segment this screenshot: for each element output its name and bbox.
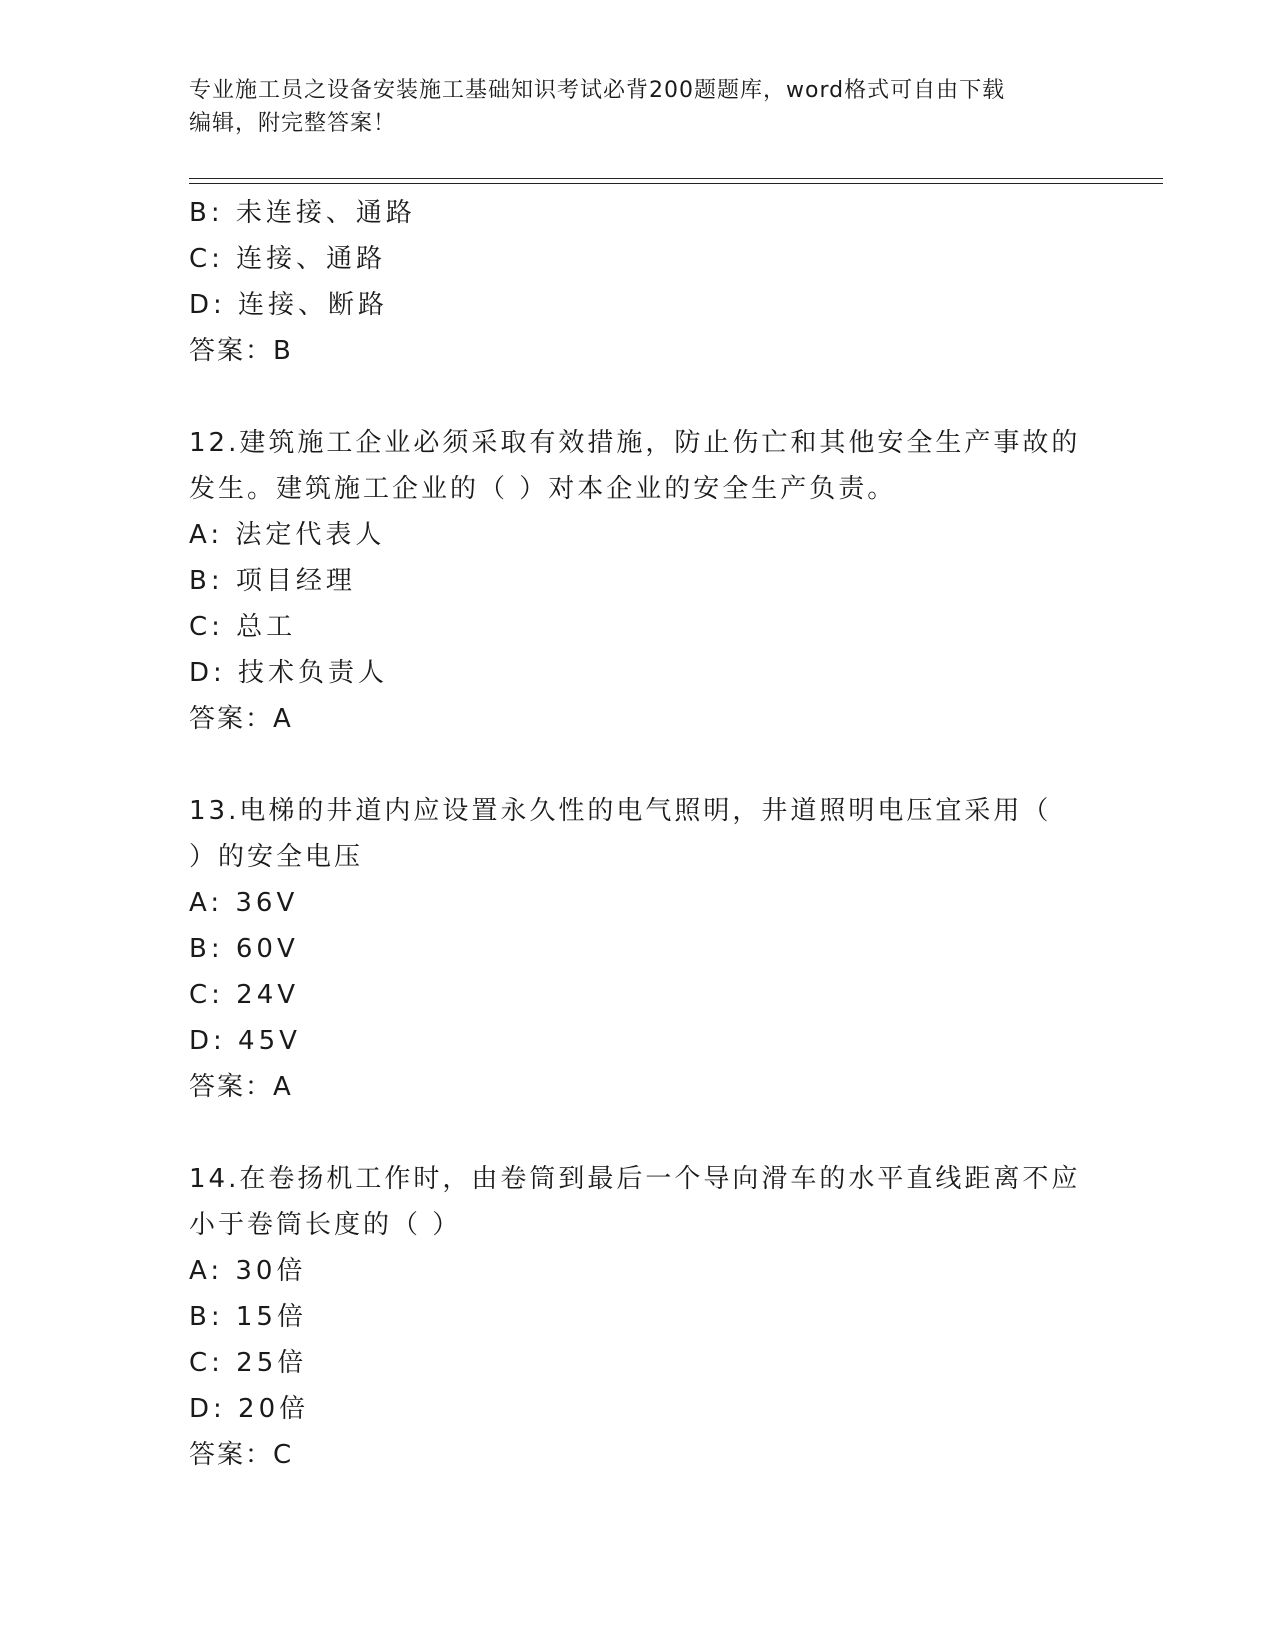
option-b: B: 未连接、通路 xyxy=(189,198,416,228)
option-c: C: 连接、通路 xyxy=(189,244,387,274)
question-11 xyxy=(189,190,1089,374)
document-header xyxy=(189,74,1089,140)
question-list xyxy=(189,190,1089,1478)
question-13 xyxy=(189,788,1089,1110)
answer-line: 答案：C xyxy=(189,1440,294,1470)
header-divider-bottom xyxy=(189,183,1163,184)
option-d: D: 技术负责人 xyxy=(189,658,389,688)
header-divider-top xyxy=(189,178,1163,179)
option-b: B: 15倍 xyxy=(189,1302,307,1332)
option-b: B: 项目经理 xyxy=(189,566,356,596)
option-c: C: 总工 xyxy=(189,612,297,642)
answer-line: 答案：A xyxy=(189,1072,293,1102)
spacer xyxy=(189,742,1089,788)
option-d: D: 45V xyxy=(189,1026,301,1056)
spacer xyxy=(189,1110,1089,1156)
option-a: A: 36V xyxy=(189,888,299,918)
option-d: D: 连接、断路 xyxy=(189,290,389,320)
header-line-2: 编辑，附完整答案！ xyxy=(189,111,397,136)
option-d: D: 20倍 xyxy=(189,1394,310,1424)
question-stem-line-2: 发生。建筑施工企业的（ ）对本企业的安全生产负责。 xyxy=(189,474,897,504)
answer-line: 答案：A xyxy=(189,704,293,734)
question-14 xyxy=(189,1156,1089,1478)
option-a: A: 30倍 xyxy=(189,1256,307,1286)
question-stem-line-2: ）的安全电压 xyxy=(189,842,364,872)
option-c: C: 24V xyxy=(189,980,300,1010)
question-stem-line-1: 12.建筑施工企业必须采取有效措施，防止伤亡和其他安全生产事故的 xyxy=(189,428,1081,458)
question-12 xyxy=(189,420,1089,742)
header-line-1: 专业施工员之设备安装施工基础知识考试必背200题题库，word格式可自由下载 xyxy=(189,78,1006,103)
question-stem-line-2: 小于卷筒长度的（ ） xyxy=(189,1210,462,1240)
answer-line: 答案：B xyxy=(189,336,293,366)
spacer xyxy=(189,374,1089,420)
question-stem-line-1: 14.在卷扬机工作时，由卷筒到最后一个导向滑车的水平直线距离不应 xyxy=(189,1164,1081,1194)
option-b: B: 60V xyxy=(189,934,299,964)
question-stem-line-1: 13.电梯的井道内应设置永久性的电气照明，井道照明电压宜采用（ xyxy=(189,796,1052,826)
option-a: A: 法定代表人 xyxy=(189,520,386,550)
option-c: C: 25倍 xyxy=(189,1348,308,1378)
